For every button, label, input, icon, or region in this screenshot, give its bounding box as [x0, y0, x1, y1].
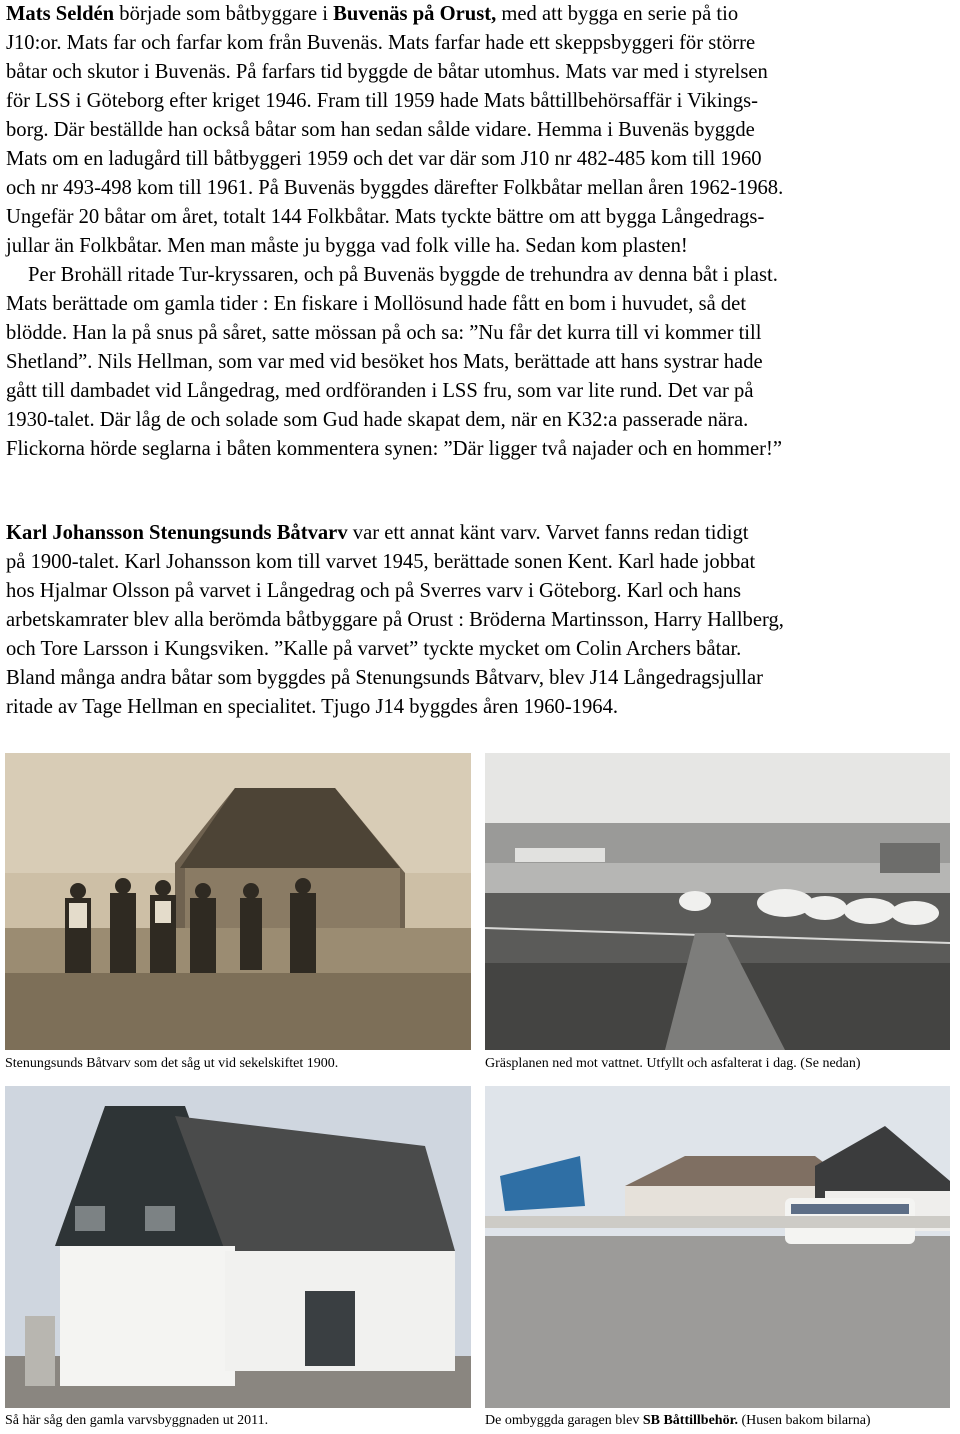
text-line: J10:or. Mats far och farfar kom från Buvenäs. Mats farfar hade ett skeppsbyggeri för större: [6, 32, 756, 54]
text-line: Ungefär 20 båtar om året, totalt 144 Folkbåtar. Mats tyckte bättre om att bygga Långedrags-: [6, 206, 765, 228]
text-line: Mats Seldén började som båtbyggare i Buvenäs på Orust, med att bygga en serie på tio: [6, 3, 739, 25]
text-line: på 1900-talet. Karl Johansson kom till varvet 1945, berättade sonen Kent. Karl hade jobbat: [6, 551, 756, 573]
text-line: för LSS i Göteborg efter kriget 1946. Fram till 1959 hade Mats båttillbehörsaffär i Vikings-: [6, 90, 759, 112]
text-line: 1930-talet. Där låg de och solade som Gud hade skapat dem, när en K32:a passerade nära.: [6, 409, 749, 431]
caption-photo-2: Gräsplanen ned mot vattnet. Utfyllt och asfalterat i dag. (Se nedan): [485, 1056, 861, 1071]
text-line: Shetland”. Nils Hellman, som var med vid besöket hos Mats, berättade att hans systrar hade: [6, 351, 763, 373]
text-line: Bland många andra båtar som byggdes på Stenungsunds Båtvarv, blev J14 Långedragsjullar: [6, 667, 764, 689]
caption-photo-4: De ombyggda garagen blev SB Båttillbehör. (Husen bakom bilarna): [485, 1413, 871, 1428]
photo-grass-field: [485, 753, 950, 1050]
text-line: Mats om en ladugård till båtbyggeri 1959 och det var där som J10 nr 482-485 kom till 1960: [6, 148, 762, 170]
text-line: och Tore Larsson i Kungsviken. ”Kalle på varvet” tyckte mycket om Colin Archers båtar.: [6, 638, 742, 660]
text-line: gått till dambadet vid Långedrag, med ordföranden i LSS fru, som var lite rund. Det var på: [6, 380, 754, 402]
caption-photo-1: Stenungsunds Båtvarv som det såg ut vid sekelskiftet 1900.: [5, 1056, 339, 1071]
text-line: Karl Johansson Stenungsunds Båtvarv var ett annat känt varv. Varvet fanns redan tidigt: [6, 522, 749, 544]
photo-converted-garages: [485, 1086, 950, 1408]
text-line: båtar och skutor i Buvenäs. På farfars tid byggde de båtar utomhus. Mats var med i styrelsen: [6, 61, 768, 83]
text-line: borg. Där beställde han också båtar som han sedan sålde vidare. Hemma i Buvenäs byggde: [6, 119, 755, 141]
text-line: Per Brohäll ritade Tur-kryssaren, och på Buvenäs byggde de trehundra av denna båt i plast.: [28, 264, 778, 286]
caption-photo-3: Så här såg den gamla varvsbyggnaden ut 2011.: [5, 1413, 269, 1428]
text-line: ritade av Tage Hellman en specialitet. Tjugo J14 byggdes åren 1960-1964.: [6, 696, 619, 718]
text-line: Mats berättade om gamla tider : En fiskare i Mollösund hade fått en bom i huvudet, så det: [6, 293, 747, 315]
text-line: Flickorna hörde seglarna i båten kommentera synen: ”Där ligger två najader och en hommer!”: [6, 438, 782, 460]
text-line: jullar än Folkbåtar. Men man måste ju bygga vad folk ville ha. Sedan kom plasten!: [6, 235, 688, 257]
text-line: blödde. Han la på snus på såret, satte mössan på och sa: ”Nu får det kurra till vi kommer till: [6, 322, 762, 344]
text-line: och nr 493-498 kom till 1961. På Buvenäs byggdes därefter Folkbåtar mellan åren 1962-1968.: [6, 177, 784, 199]
text-line: hos Hjalmar Olsson på varvet i Långedrag och på Sverres varv i Göteborg. Karl och hans: [6, 580, 742, 602]
photo-building-2011: [5, 1086, 471, 1408]
text-line: arbetskamrater blev alla berömda båtbyggare på Orust : Bröderna Martinsson, Harry Hallberg,: [6, 609, 784, 631]
photo-boatyard-1900: [5, 753, 471, 1050]
